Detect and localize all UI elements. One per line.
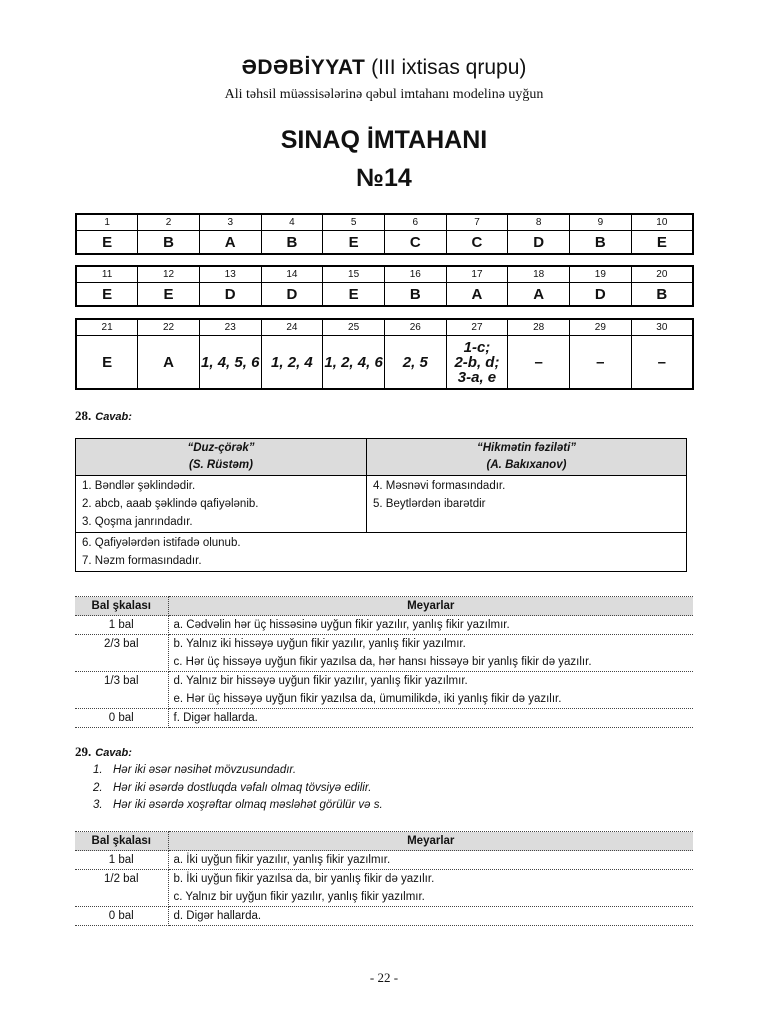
q29-cavab: Cavab:	[95, 747, 132, 759]
question-number: 4	[261, 214, 323, 231]
question-number: 17	[446, 266, 508, 283]
answer-cell: D	[570, 283, 632, 307]
table-row	[75, 672, 693, 709]
col1-items	[76, 476, 367, 533]
answer-cell: E	[76, 231, 138, 255]
q28-comparison-table	[75, 438, 687, 572]
answer-cell: E	[323, 231, 385, 255]
criteria-line: a. İki uyğun fikir yazılır, yanlış fikir yazılmır.	[173, 854, 391, 866]
answer-cell: 1-c; 2-b, d; 3-a, e	[446, 336, 508, 390]
question-number: 27	[446, 319, 508, 336]
answer-cell: A	[199, 231, 261, 255]
question-number: 22	[138, 319, 200, 336]
answer-cell: 1, 2, 4	[261, 336, 323, 390]
answer-row-table	[75, 318, 694, 390]
answer-row-table	[75, 213, 694, 255]
answer-cell: –	[508, 336, 570, 390]
list-item: 7. Nəzm formasındadır.	[82, 555, 202, 567]
question-number: 2	[138, 214, 200, 231]
subject-group: (III ixtisas qrupu)	[365, 56, 527, 79]
list-item: 4. Məsnəvi formasındadır.	[373, 480, 506, 492]
q28-label	[75, 408, 132, 424]
subject-title	[0, 56, 768, 80]
exam-number: №14	[356, 164, 412, 192]
answer-cell: E	[323, 283, 385, 307]
answer-cell: 2, 5	[384, 336, 446, 390]
bal-value: 0 bal	[75, 907, 168, 926]
question-number: 29	[570, 319, 632, 336]
question-number: 13	[199, 266, 261, 283]
col2-author: (A. Bakıxanov)	[486, 459, 567, 471]
list-item: 1. Hər iki əsər nəsihət mövzusundadır.	[93, 764, 297, 776]
answer-cell: B	[384, 283, 446, 307]
list-item: 6. Qafiyələrdən istifadə olunub.	[82, 537, 241, 549]
q28-scale-table	[75, 596, 693, 728]
answer-cell: –	[570, 336, 632, 390]
criteria-line: d. Digər hallarda.	[173, 910, 262, 922]
criteria-line: d. Yalnız bir hissəyə uyğun fikir yazılır, yanlış fikir yazılmır.	[173, 675, 468, 687]
list-item: 3. Hər iki əsərdə xoşrəftar olmaq məsləhət görülür və s.	[93, 799, 383, 811]
question-number: 10	[631, 214, 693, 231]
question-number: 15	[323, 266, 385, 283]
common-items	[76, 533, 687, 572]
q29-answers	[93, 762, 383, 815]
question-number: 23	[199, 319, 261, 336]
answer-cell: D	[508, 231, 570, 255]
criteria-cell	[168, 907, 693, 926]
answer-cell: C	[384, 231, 446, 255]
question-number: 8	[508, 214, 570, 231]
bal-value: 1/2 bal	[75, 870, 168, 907]
answer-cell: C	[446, 231, 508, 255]
answer-cell: E	[138, 283, 200, 307]
question-number: 16	[384, 266, 446, 283]
criteria-cell	[168, 616, 693, 635]
answer-cell: 1, 2, 4, 6	[323, 336, 385, 390]
question-number: 21	[76, 319, 138, 336]
q29-number: 29.	[75, 744, 92, 759]
criteria-cell	[168, 851, 693, 870]
table-row	[75, 851, 693, 870]
question-number: 14	[261, 266, 323, 283]
q28-number: 28.	[75, 408, 92, 423]
col1-title: “Duz-çörək”	[187, 442, 255, 454]
bal-value: 1 bal	[75, 851, 168, 870]
criteria-cell	[168, 870, 693, 907]
answer-cell: E	[76, 336, 138, 390]
criteria-header: Meyarlar	[168, 832, 693, 851]
table-row	[75, 635, 693, 672]
criteria-line: f. Digər hallarda.	[173, 712, 258, 724]
col2-title: “Hikmətin fəziləti”	[476, 442, 577, 454]
criteria-cell	[168, 672, 693, 709]
criteria-cell	[168, 635, 693, 672]
answer-cell: A	[508, 283, 570, 307]
list-item: 1. Bəndlər şəklindədir.	[82, 480, 196, 492]
list-item: 3. Qoşma janrındadır.	[82, 516, 193, 528]
table-row	[75, 870, 693, 907]
question-number: 1	[76, 214, 138, 231]
criteria-header: Meyarlar	[168, 597, 693, 616]
list-item: 2. abcb, aaab şəklində qafiyələnib.	[82, 498, 259, 510]
q29-scale-table	[75, 831, 693, 926]
q29-label	[75, 744, 132, 760]
question-number: 9	[570, 214, 632, 231]
answer-cell: A	[138, 336, 200, 390]
list-item: 5. Beytlərdən ibarətdir	[373, 498, 486, 510]
question-number: 5	[323, 214, 385, 231]
question-number: 3	[199, 214, 261, 231]
answer-cell: B	[261, 231, 323, 255]
exam-title: SINAQ İMTAHANI	[280, 126, 488, 154]
question-number: 18	[508, 266, 570, 283]
scale-header: Bal şkalası	[75, 597, 168, 616]
answer-cell: D	[199, 283, 261, 307]
col1-header	[76, 439, 367, 476]
criteria-line: b. İki uyğun fikir yazılsa da, bir yanlış fikir də yazılır.	[173, 873, 435, 885]
question-number: 7	[446, 214, 508, 231]
answer-cell: B	[570, 231, 632, 255]
answer-cell: 1, 4, 5, 6	[199, 336, 261, 390]
question-number: 25	[323, 319, 385, 336]
answer-row-table	[75, 265, 694, 307]
criteria-line: a. Cədvəlin hər üç hissəsinə uyğun fikir yazılır, yanlış fikir yazılmır.	[173, 619, 510, 631]
table-row	[75, 709, 693, 728]
col1-author: (S. Rüstəm)	[189, 459, 253, 471]
question-number: 11	[76, 266, 138, 283]
question-number: 12	[138, 266, 200, 283]
answer-cell: B	[631, 283, 693, 307]
question-number: 6	[384, 214, 446, 231]
col2-items	[367, 476, 687, 533]
bal-value: 1 bal	[75, 616, 168, 635]
question-number: 19	[570, 266, 632, 283]
bal-value: 0 bal	[75, 709, 168, 728]
col2-header	[367, 439, 687, 476]
question-number: 26	[384, 319, 446, 336]
question-number: 20	[631, 266, 693, 283]
scale-header: Bal şkalası	[75, 832, 168, 851]
criteria-line: e. Hər üç hissəyə uyğun fikir yazılsa da, ümumilikdə, iki yanlış fikir də yazılır.	[173, 693, 562, 705]
bal-value: 2/3 bal	[75, 635, 168, 672]
list-item: 2. Hər iki əsərdə dostluqda vəfalı olmaq tövsiyə edilir.	[93, 781, 372, 794]
bal-value: 1/3 bal	[75, 672, 168, 709]
answer-cell: E	[631, 231, 693, 255]
page-number: - 22 -	[369, 970, 399, 985]
question-number: 30	[631, 319, 693, 336]
subtitle: Ali təhsil müəssisələrinə qəbul imtahanı modelinə uyğun	[224, 87, 544, 102]
criteria-line: b. Yalnız iki hissəyə uyğun fikir yazılır, yanlış fikir yazılmır.	[173, 638, 466, 650]
subject-name: ƏDƏBİYYAT	[241, 56, 366, 79]
answer-cell: E	[76, 283, 138, 307]
answer-cell: –	[631, 336, 693, 390]
table-row	[75, 616, 693, 635]
criteria-line: c. Hər üç hissəyə uyğun fikir yazılsa da, hər hansı hissəyə bir yanlış fikir də yazılır.	[173, 656, 592, 668]
q28-cavab: Cavab:	[95, 411, 132, 423]
answer-cell: D	[261, 283, 323, 307]
question-number: 28	[508, 319, 570, 336]
criteria-cell	[168, 709, 693, 728]
answer-cell: B	[138, 231, 200, 255]
table-row	[75, 907, 693, 926]
question-number: 24	[261, 319, 323, 336]
answer-cell: A	[446, 283, 508, 307]
criteria-line: c. Yalnız bir uyğun fikir yazılır, yanlış fikir yazılmır.	[173, 891, 425, 903]
